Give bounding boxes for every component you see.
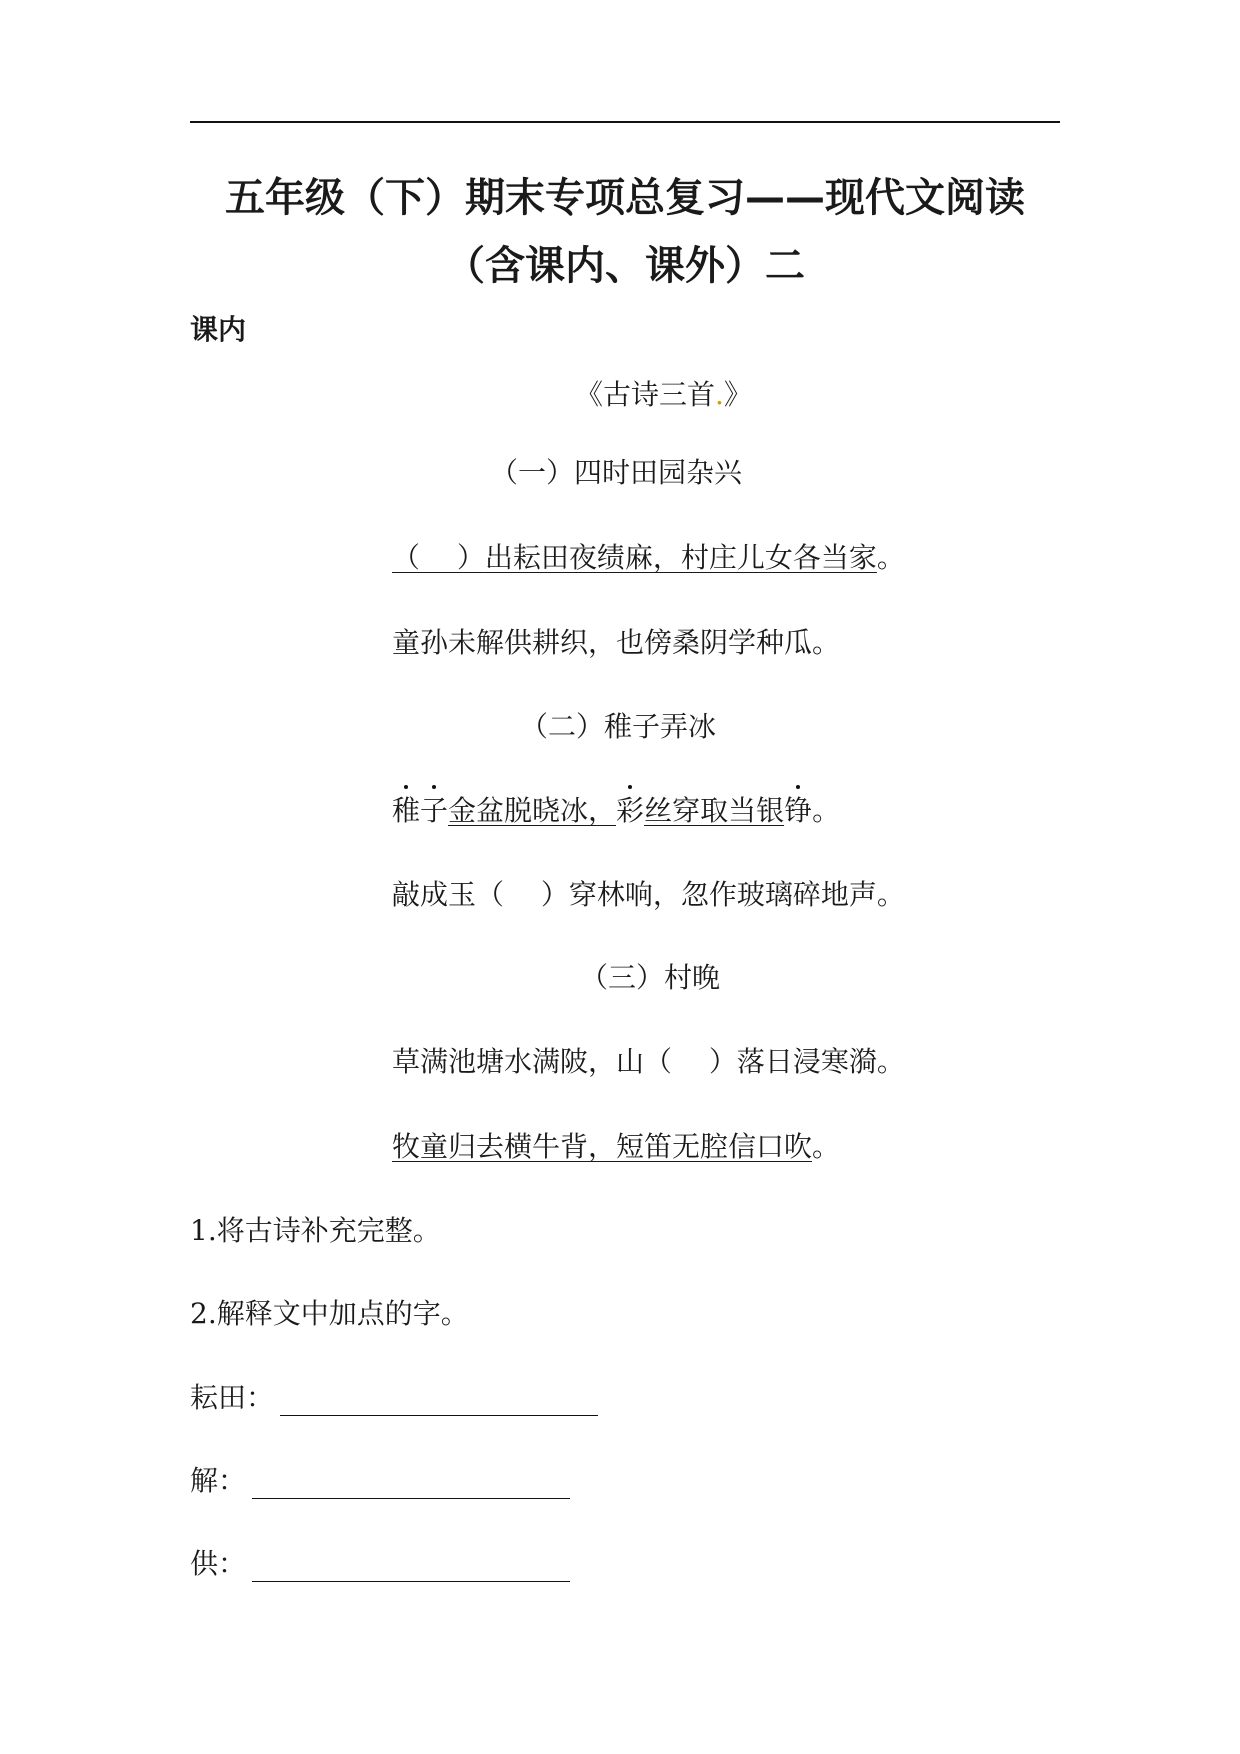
poem-1-heading: （一）四时田园杂兴 — [490, 456, 743, 489]
document-title: 五年级（下）期末专项总复习——现代文阅读（含课内、课外）二 — [225, 175, 1025, 289]
dotted-char: 彩 — [616, 794, 645, 827]
poem-1-line-1: （ ）出耘田夜绩麻，村庄儿女各当家。 — [392, 541, 905, 574]
poem-3-line-1: 草满池塘水满陂，山（ ）落日浸寒漪。 — [392, 1045, 905, 1078]
header-rule — [190, 121, 1060, 123]
section-label: 课内 — [190, 313, 247, 346]
question-2: 2.解释文中加点的字。 — [190, 1297, 469, 1330]
dotted-char: 铮 — [784, 794, 813, 827]
question-1: 1.将古诗补充完整。 — [190, 1214, 441, 1247]
answer-field-jie — [190, 1463, 570, 1499]
answer-field-gong — [190, 1546, 570, 1582]
poem-2-line-2: 敲成玉（ ）穿林响，忽作玻璃碎地声。 — [392, 878, 905, 911]
answer-blank-gong[interactable] — [252, 1553, 570, 1582]
answer-label: 耘田： — [190, 1381, 275, 1414]
dotted-char: 子 — [420, 794, 449, 827]
answer-label: 供： — [190, 1547, 247, 1580]
dotted-char: 稚 — [392, 794, 421, 827]
poem-1-line-2: 童孙未解供耕织，也傍桑阴学种瓜。 — [392, 626, 841, 659]
poem-3-line-2: 牧童归去横牛背，短笛无腔信口吹。 — [392, 1130, 841, 1163]
answer-field-yuntian — [190, 1380, 598, 1416]
answer-blank-yuntian[interactable] — [280, 1387, 598, 1416]
poem-collection-title: 《古诗三首.》 — [575, 378, 752, 411]
answer-label: 解： — [190, 1464, 247, 1497]
answer-blank-jie[interactable] — [252, 1470, 570, 1499]
poem-3-heading: （三）村晚 — [580, 961, 721, 994]
poem-2-heading: （二）稚子弄冰 — [520, 710, 717, 743]
poem-2-line-1: 稚子金盆脱晓冰，彩丝穿取当银铮。 — [392, 794, 841, 827]
